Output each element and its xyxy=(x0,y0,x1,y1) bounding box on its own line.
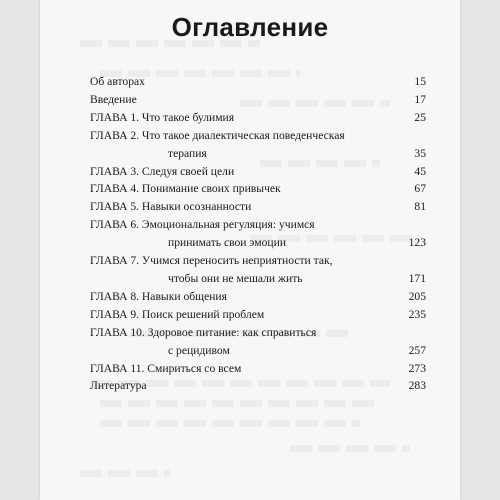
toc-entry-label-line-1: ГЛАВА 2. Что такое диалектическая поведенческая xyxy=(90,128,345,142)
toc-entry-chapter-2 xyxy=(90,127,426,163)
toc-entry-label: ГЛАВА 5. Навыки осознанности xyxy=(90,200,252,214)
toc-entry-label: ГЛАВА 9. Поиск решений проблем xyxy=(90,307,265,321)
toc-entry-chapter-6 xyxy=(90,216,426,252)
toc-entry-chapter-8 xyxy=(90,288,426,306)
toc-entry-label: Введение xyxy=(90,92,137,106)
toc-entry-page: 171 xyxy=(408,271,426,285)
toc-entry-label xyxy=(90,127,426,163)
page-title: Оглавление xyxy=(171,12,329,42)
toc-entry-label: Литература xyxy=(90,379,147,393)
toc-entry-page: 17 xyxy=(414,92,426,106)
toc-entry-introduction xyxy=(90,91,426,109)
toc-entry-label xyxy=(90,324,426,360)
toc-entry-page: 67 xyxy=(414,182,426,196)
toc-entry-page: 81 xyxy=(414,200,426,214)
toc-entry-label-line-1: ГЛАВА 10. Здоровое питание: как справиться xyxy=(90,325,317,339)
toc-entry-references xyxy=(90,377,426,395)
book-page xyxy=(40,0,460,500)
toc-entry-label: ГЛАВА 8. Навыки общения xyxy=(90,289,227,303)
toc-entry-page: 25 xyxy=(414,110,426,124)
toc-entry-label: Об авторах xyxy=(90,75,145,88)
toc-entry-label-line-2: принимать свои эмоции xyxy=(168,236,287,250)
toc-entry-label: ГЛАВА 3. Следуя своей цели xyxy=(90,164,235,178)
toc-entry-page: 257 xyxy=(408,343,426,357)
toc-entry-chapter-1 xyxy=(90,109,426,127)
toc-entry-chapter-7 xyxy=(90,252,426,288)
toc-entry-page: 205 xyxy=(408,289,426,303)
toc-entry-label-line-2: с рецидивом xyxy=(168,343,230,357)
toc-entry-label-line-1: ГЛАВА 6. Эмоциональная регуляция: учимся xyxy=(90,218,315,232)
toc-entry-authors xyxy=(90,73,426,91)
toc-entry-label-line-2: чтобы они не мешали жить xyxy=(168,271,303,285)
toc-entry-label-line-2: терапия xyxy=(168,146,207,160)
toc-entry-label-line-1: ГЛАВА 7. Учимся переносить неприятности так, xyxy=(90,254,333,268)
toc-entry-page: 45 xyxy=(414,164,426,178)
toc-entry-page: 273 xyxy=(408,361,426,375)
toc-entry-page: 35 xyxy=(414,146,426,160)
toc-entry-chapter-9 xyxy=(90,306,426,324)
toc-entry-page: 15 xyxy=(414,75,426,88)
toc-entry-label: ГЛАВА 11. Смириться со всем xyxy=(90,361,242,375)
toc-entry-chapter-5 xyxy=(90,198,426,216)
toc-entry-page: 123 xyxy=(408,236,426,250)
toc-entry-label xyxy=(90,252,426,288)
toc-entry-chapter-11 xyxy=(90,360,426,378)
toc-entry-label: ГЛАВА 4. Понимание своих привычек xyxy=(90,182,281,196)
toc-entry-page: 283 xyxy=(408,379,426,393)
toc-entry-chapter-10 xyxy=(90,324,426,360)
table-of-contents xyxy=(90,73,426,395)
toc-entry-chapter-3 xyxy=(90,163,426,181)
toc-entry-label xyxy=(90,216,426,252)
toc-entry-page: 235 xyxy=(408,307,426,321)
toc-entry-label: ГЛАВА 1. Что такое булимия xyxy=(90,110,235,124)
toc-entry-chapter-4 xyxy=(90,180,426,198)
